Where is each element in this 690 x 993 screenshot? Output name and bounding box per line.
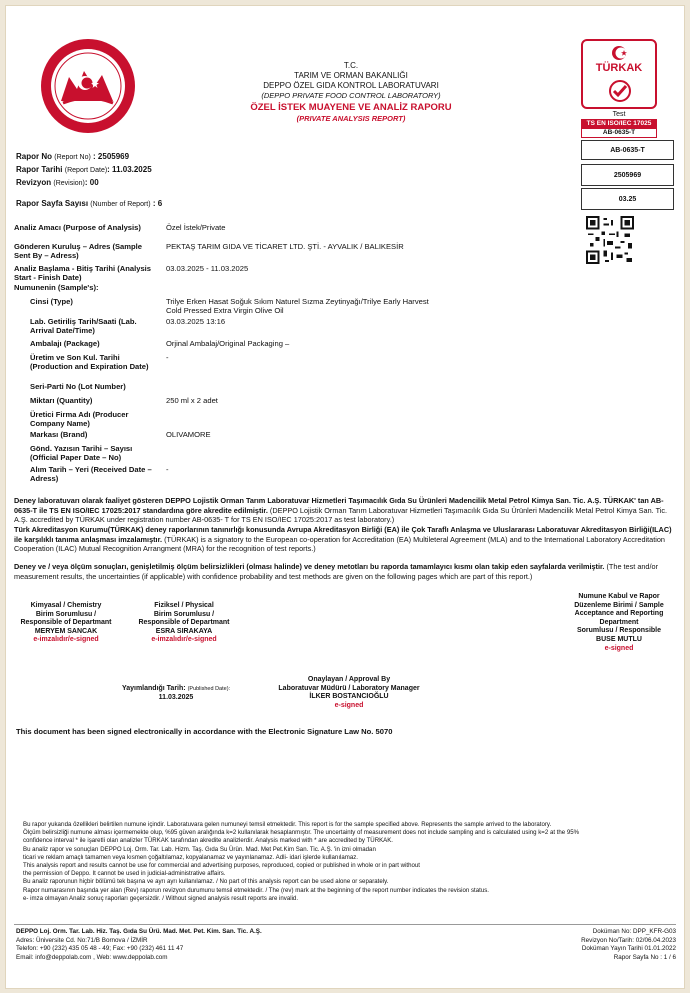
field-label: Alım Tarih – Yeri (Received Date – Adress) [30,465,152,484]
physical-signature [134,602,234,645]
field-label: Üretim ve Son Kul. Tarihi (Production and Expiration Date) [30,353,149,372]
footer-company-name: DEPPO Loj. Orm. Tar. Lab. Hiz. Taş. Gıda Su Ürü. Mad. Met. Pet. Kim. San. Tic. A.Ş. [16,928,262,935]
turkak-logo [581,39,657,109]
phys-title: Fiziksel / Physical [154,602,214,609]
report-date-value: : 11.03.2025 [107,165,152,174]
field-value: Orjinal Ambalaj/Original Packaging – [166,339,290,348]
lab-name: DEPPO ÖZEL GIDA KONTROL LABORATUVARI [263,81,439,90]
footer-pub-date: Doküman Yayın Tarihi 01.01.2022 [581,945,676,953]
footer-address: Adres: Üniversite Cd. No:71/B Bornova / İZMİR [16,936,148,944]
turkak-brand: TÜRKAK [595,62,643,74]
footer-email[interactable]: Email: info@deppolab.com , Web: www.deppolab.com [16,953,168,961]
results-paragraph [14,562,674,581]
qr-code-icon[interactable] [586,216,634,264]
field-label: Gönderen Kuruluş – Adres (Sample Sent By – Adress) [14,242,142,261]
turkak-test-label: Test [612,111,626,118]
pub-date: 11.03.2025 [158,693,194,701]
report-no-sub: (Report No) [54,154,91,161]
field-label: Analiz Başlama - Bitiş Tarihi (Analysis Start - Finish Date) [14,264,152,283]
report-no-box: 2505969 [581,164,674,186]
revision-sub: (Revision) [53,180,85,187]
report-title-en: (PRIVATE ANALYSIS REPORT) [296,114,406,123]
sample-line4: Department [599,618,639,626]
turkak-standard: TS EN ISO/IEC 17025 [581,119,657,128]
disclaimer-line: This analysis report and results cannot be use for commercial and advertising purposes, reproduced, copied or published in whole or in part without [23,862,420,870]
approval-line2: Laboratuvar Müdürü / Laboratory Manager [278,684,420,692]
sample-name: BUSE MUTLU [596,635,642,643]
field-label: Numunenin (Sample's): [14,283,99,292]
report-page [5,5,685,989]
disclaimer [23,821,673,903]
report-date-label: Rapor Tarihi [16,165,63,174]
revision-row [16,177,162,190]
date-box: 03.25 [581,188,674,210]
chem-name: MERYEM SANCAK [34,627,98,635]
report-meta [16,151,162,211]
disclaimer-line: Bu analiz raporunun hiçbir bölümü tek başına ve ayrı ayrı kullanılamaz. / No part of this analysis report can be used alone or separately. [23,878,389,886]
chem-role2: Responsible of Departmant [20,619,112,627]
check-badge-icon [607,79,633,103]
footer-divider [14,924,676,925]
lab-name-en: (DEPPO PRIVATE FOOD CONTROL LABORATORY) [261,91,441,100]
footer-company [16,928,436,962]
para3-normal: (The test and/or measurement results, the uncertainties (if applicable) with confidence probability and test methods are given on the following pages which are part of this report.) [14,562,659,581]
para2-normal: (TÜRKAK) is a signatory to the European co-operation for Accreditation (EA) Multileteral Agreement (MLA) and to the International Laboratory Accreditation Cooperation (ILAC) Mutual Recognition Arrangment (MRA) for the recognition of test reports.) [14,534,665,554]
chemistry-signature [16,602,116,645]
ministry-seal-icon [39,37,137,135]
published-date-block [116,685,236,702]
turkak-accreditation: AB-0635-T [581,128,657,138]
disclaimer-line: Ölçüm belirsizliği numune alması içermemekte olup, %95 güven aralığında k=2 kullanılarak hesaplanmıştır. The uncertainty of measurement does not include sampling and is calculated using k=2 at the 95% [23,829,580,837]
approval-line1: Onaylayan / Approval By [307,676,391,683]
field-label: Seri-Parti No (Lot Number) [30,382,126,391]
phys-name: ESRA SIRAKAYA [155,627,213,635]
approval-name: İLKER BOSTANCIOĞLU [309,693,389,701]
pages-row [16,198,162,211]
phys-esign: e-imzalıdır/e-signed [151,636,217,644]
field-label: Miktarı (Quantity) [30,396,93,405]
disclaimer-line: the permission of Deppo. It cannot be used in judicial-administrative affairs. [23,870,226,878]
footer-revision: Revizyon No/Tarih: 02/06.04.2023 [581,936,676,944]
field-label: Lab. Getiriliş Tarih/Saati (Lab. Arrival Date/Time) [30,317,137,336]
sample-esign: e-signed [604,644,634,652]
approval-signature [274,676,424,710]
revision-label: Revizyon [16,178,52,187]
ministry-name: TARIM VE ORMAN BAKANLIĞI [294,71,408,80]
pages-label: Rapor Sayfa Sayısı [16,199,89,208]
report-title: ÖZEL İSTEK MUAYENE VE ANALİZ RAPORU [250,102,452,113]
footer-phone: Telefon: +90 (232) 435 05 48 - 49; Fax: +90 (232) 461 11 47 [16,945,184,953]
field-label: Analiz Amacı (Purpose of Analysis) [14,223,141,232]
footer-doc-no: Doküman No: DPP_KFR-G03 [592,928,676,935]
report-header [186,61,516,123]
report-no-value: : 2505969 [93,152,130,161]
pages-value: : 6 [152,199,163,208]
pub-label: Yayımlandığı Tarih: [121,685,186,692]
field-value: - [166,465,169,474]
field-label: Ambalajı (Package) [30,339,100,348]
esign-notice: This document has been signed electronically in accordance with the Electronic Signature Law No. 5070 [16,727,393,736]
pub-sub: (Published Date): [187,686,231,692]
disclaimer-line: ticari ve reklam amaçlı tamamen veya kısmen çoğaltılamaz, kopyalanamaz ve yayınlanamaz. Adli- idari işlerde kullanılamaz. [23,853,358,861]
accreditation-box: AB-0635-T [581,140,674,160]
field-value: 03.03.2025 13:16 [166,317,226,326]
chem-role1: Birim Sorumlusu / [35,610,97,618]
field-value: - [166,353,169,362]
tc-label: T.C. [343,61,359,70]
field-value: Özel İstek/Private [166,223,226,232]
approval-esign: e-signed [334,701,364,709]
field-value: 03.03.2025 - 11.03.2025 [166,264,249,273]
field-value: Trilye Erken Hasat Soğuk Sıkım Naturel Sızma Zeytinyağı/Trilye Early Harvest Cold Pressed Extra Virgin Olive Oil [166,297,429,316]
disclaimer-line: confidence interval * ile işaretli olan analizler TÜRKAK tarafından akredite analizlerdir. Analysis marked with * are accredited by TÜRKAK. [23,837,393,845]
pages-sub: (Number of Report) [90,201,151,208]
report-no-label: Rapor No [16,152,52,161]
disclaimer-line: Bu analiz rapor ve sonuçları DEPPO Loj. Orm. Tar. Lab. Hizm. Taş. Gıda Su Ürün. Mad. Met Pet.Kim San. Tic. A.Ş. 'in izni olmadan [23,845,376,853]
phys-role1: Birim Sorumlusu / [153,610,215,618]
disclaimer-line: e- imza olmayan Analiz sonuç raporları geçersizdir. / Without signed analysis result reports are invalid. [23,894,299,902]
disclaimer-line: Bu rapor yukarıda özellikleri belirtilen numune içindir. Laboratuvara gelen numuneyi temsil etmektedir. This report is for the sample specified above. Represents the sample arrived to the laboratory. [23,821,552,828]
field-label: Cinsi (Type) [30,297,73,306]
sample-acceptance-signature [564,593,674,653]
footer-page-no: Rapor Sayfa No : 1 / 6 [613,953,676,961]
revision-value: : 00 [84,178,99,187]
chem-esign: e-imzalıdır/e-signed [33,636,99,644]
sample-line5: Sorumlusu / Responsible [576,627,661,635]
crescent-star-icon [611,45,629,61]
field-label: Markası (Brand) [30,430,88,439]
para3-bold: Deney ve / veya ölçüm sonuçları, genişletilmiş ölçüm belirsizlikleri (olması halinde) ve deney metotları bu raporda tamamlayıcı kısmı olan takip eden sayfalarda verilmiştir. [14,562,605,571]
footer-document-info [526,928,676,962]
sample-line3: Acceptance and Reporting [574,610,664,618]
phys-role2: Responsible of Departmant [138,619,230,627]
ilac-paragraph [14,525,674,554]
sample-line1: Numune Kabul ve Rapor [578,593,660,600]
report-date-row [16,164,162,177]
disclaimer-line: Rapor numarasının başında yer alan (Rev) raporun revizyon durumunu temsil etmektedir. / The (rev) mark at the beginning of the report number indicates the revision status. [23,886,489,894]
report-date-sub: (Report Date) [64,167,108,174]
field-label: Üretici Firma Adı (Producer Company Name) [30,410,129,429]
accreditation-paragraph [14,496,674,525]
field-value: 250 ml x 2 adet [166,396,218,405]
field-value: PEKTAŞ TARIM GIDA VE TİCARET LTD. ŞTİ. - AYVALIK / BALIKESİR [166,242,404,251]
field-value: OLIVAMORE [166,430,211,439]
chem-title: Kimyasal / Chemistry [30,602,102,609]
para2-bold: Türk Akreditasyon Kurumu(TÜRKAK) deney raporlarının tanınırlığı konusunda Avrupa Akreditasyon Birliği (EA) ile Çok Taraflı Anlaşma ve Uluslararası Laboratuvar Akreditasyon Birliği(ILAC) ile karşılıklı tanıma anlaşması imzalamıştır. [14,525,672,544]
report-no-row [16,151,162,164]
sample-line2: Düzenleme Birimi / Sample [574,601,664,609]
field-label: Gönd. Yazısın Tarihi – Sayısı (Official Paper Date – No) [30,444,133,463]
para1-normal: (DEPPO Lojistik Orman Tarım Laboratuvar Hizmetleri Taşımacılık Gıda Su Ürünleri Madencilik Metal Petrol Kimya San. Tic. A.Ş. accredited by TÜRKAK under registration number AB-0635- T for TS EN ISO/IEC 17025:2017 as test laboratory.) [14,505,668,525]
para1-bold: Deney laboratuvarı olarak faaliyet gösteren DEPPO Lojistik Orman Tarım Laboratuvar Hizmetleri Taşımacılık Gıda Su Ürünleri Madencilik Metal Petrol Kimya San. Tic. A.Ş. TÜRKAK' tan AB-0635-T ile TS EN ISO/IEC 17025:2017 standardına göre akredite edilmiştir. [14,496,664,515]
